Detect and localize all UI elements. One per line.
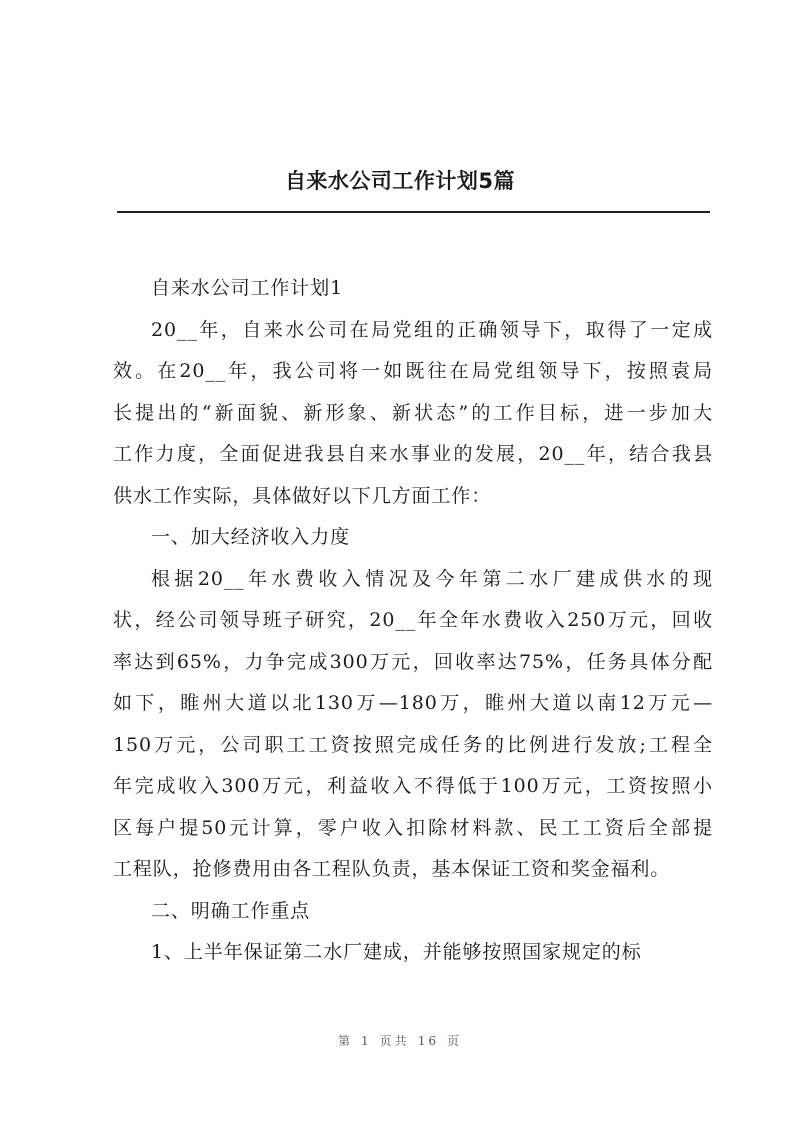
body-line: 根据20__年水费收入情况及今年第二水厂建成供水的现 — [151, 567, 713, 590]
body-line: 1、上半年保证第二水厂建成，并能够按照国家规定的标 — [151, 941, 642, 963]
document-title: 自来水公司工作计划5篇 — [284, 169, 516, 193]
section-heading: 自来水公司工作计划1 — [151, 277, 344, 299]
footer-total-pages: 16 — [417, 1034, 439, 1048]
body-line: 工程队，抢修费用由各工程队负责，基本保证工资和奖金福利。 — [113, 858, 671, 880]
body-line: 长提出的“新面貌、新形象、新状态”的工作目标，进一步加大 — [113, 401, 713, 424]
body-line: 如下，睢州大道以北130万—180万，睢州大道以南12万元— — [113, 692, 713, 714]
body-line: 区每户提50元计算，零户收入扣除材料款、民工工资后全部提 — [113, 816, 713, 839]
body-line: 供水工作实际，具体做好以下几方面工作： — [113, 484, 492, 507]
footer-suffix: 页 — [446, 1034, 462, 1048]
document-body — [113, 268, 713, 974]
body-line: 率达到65%，力争完成300万元，回收率达75%，任务具体分配 — [113, 650, 713, 673]
footer-prefix: 第 — [338, 1034, 354, 1048]
title-divider — [117, 211, 710, 213]
page-footer — [0, 1032, 800, 1049]
body-line: 20__年，自来水公司在局党组的正确领导下，取得了一定成 — [151, 318, 713, 341]
body-line: 工作力度，全面促进我县自来水事业的发展，20__年，结合我县 — [113, 443, 713, 465]
section-heading: 二、明确工作重点 — [151, 899, 311, 922]
body-line: 年完成收入300万元，利益收入不得低于100万元，工资按照小 — [113, 775, 713, 797]
footer-page-number: 1 — [361, 1034, 372, 1048]
body-line: 状，经公司领导班子研究，20__年全年水费收入250万元，回收 — [113, 609, 713, 631]
body-line: 150万元，公司职工工资按照完成任务的比例进行发放;工程全 — [113, 733, 713, 756]
body-line: 效。在20__年，我公司将一如既往在局党组领导下，按照袁局 — [113, 360, 713, 382]
footer-middle: 页共 — [379, 1034, 410, 1048]
section-heading: 一、加大经济收入力度 — [151, 526, 351, 548]
